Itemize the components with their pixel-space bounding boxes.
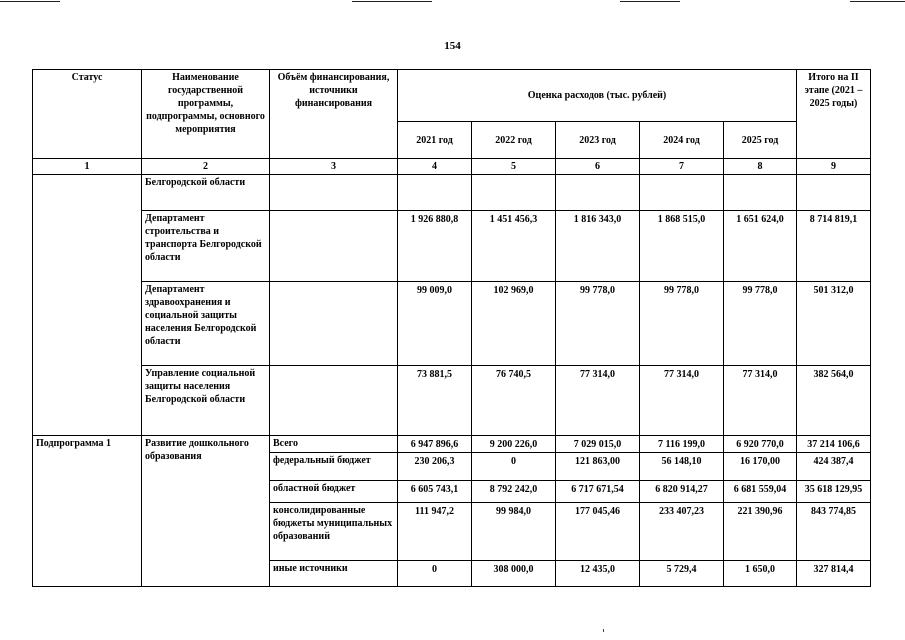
total-cell: 37 214 106,6	[797, 436, 871, 453]
table-row	[33, 436, 871, 453]
header-year: 2025 год	[724, 122, 797, 159]
value-cell	[556, 175, 640, 211]
column-number: 3	[270, 159, 398, 175]
header-status: Статус	[33, 70, 142, 159]
value-cell: 233 407,23	[640, 503, 724, 561]
value-cell: 177 045,46	[556, 503, 640, 561]
column-number-row	[33, 159, 871, 175]
value-cell: 73 881,5	[398, 366, 472, 436]
header-volume: Объём финансирования, источники финансирования	[270, 70, 398, 159]
table-row	[33, 366, 871, 436]
value-cell: 6 681 559,04	[724, 481, 797, 503]
value-cell: 9 200 226,0	[472, 436, 556, 453]
source-cell: Всего	[270, 436, 398, 453]
value-cell: 99 778,0	[556, 282, 640, 366]
value-cell: 77 314,0	[556, 366, 640, 436]
column-number: 1	[33, 159, 142, 175]
value-cell: 1 650,0	[724, 561, 797, 587]
value-cell: 99 984,0	[472, 503, 556, 561]
source-cell	[270, 282, 398, 366]
value-cell: 1 816 343,0	[556, 211, 640, 282]
column-number: 8	[724, 159, 797, 175]
value-cell: 56 148,10	[640, 453, 724, 481]
value-cell: 1 868 515,0	[640, 211, 724, 282]
value-cell: 1 926 880,8	[398, 211, 472, 282]
scan-edge-mark	[352, 1, 432, 2]
value-cell: 0	[398, 561, 472, 587]
source-cell	[270, 211, 398, 282]
header-year: 2023 год	[556, 122, 640, 159]
source-cell	[270, 175, 398, 211]
value-cell: 6 605 743,1	[398, 481, 472, 503]
total-cell: 327 814,4	[797, 561, 871, 587]
column-number: 4	[398, 159, 472, 175]
program-name-cell: Управление социальной защиты населения Белгородской области	[142, 366, 270, 436]
total-cell	[797, 175, 871, 211]
program-name-cell: Департамент здравоохранения и социальной защиты населения Белгородской области	[142, 282, 270, 366]
source-cell: иные источники	[270, 561, 398, 587]
value-cell: 99 778,0	[640, 282, 724, 366]
value-cell: 16 170,00	[724, 453, 797, 481]
column-number: 6	[556, 159, 640, 175]
source-cell: федеральный бюджет	[270, 453, 398, 481]
source-cell: областной бюджет	[270, 481, 398, 503]
scan-speck	[603, 629, 604, 632]
header-year: 2021 год	[398, 122, 472, 159]
scan-edge-mark	[620, 1, 680, 2]
value-cell: 102 969,0	[472, 282, 556, 366]
value-cell: 99 778,0	[724, 282, 797, 366]
total-cell: 382 564,0	[797, 366, 871, 436]
value-cell: 7 116 199,0	[640, 436, 724, 453]
value-cell	[472, 175, 556, 211]
total-cell: 501 312,0	[797, 282, 871, 366]
value-cell: 221 390,96	[724, 503, 797, 561]
value-cell: 77 314,0	[724, 366, 797, 436]
total-cell: 35 618 129,95	[797, 481, 871, 503]
scan-edge-mark	[0, 1, 60, 2]
value-cell: 8 792 242,0	[472, 481, 556, 503]
value-cell: 7 029 015,0	[556, 436, 640, 453]
table-row	[33, 175, 871, 211]
budget-table	[32, 69, 871, 587]
program-name-cell: Белгородской области	[142, 175, 270, 211]
value-cell: 76 740,5	[472, 366, 556, 436]
header-year: 2024 год	[640, 122, 724, 159]
page-number: 154	[444, 40, 461, 52]
value-cell: 1 451 456,3	[472, 211, 556, 282]
total-cell: 424 387,4	[797, 453, 871, 481]
table-row	[33, 211, 871, 282]
value-cell	[724, 175, 797, 211]
value-cell: 308 000,0	[472, 561, 556, 587]
value-cell: 5 729,4	[640, 561, 724, 587]
source-cell	[270, 366, 398, 436]
value-cell: 77 314,0	[640, 366, 724, 436]
value-cell: 0	[472, 453, 556, 481]
header-estimate: Оценка расходов (тыс. рублей)	[398, 70, 797, 122]
column-number: 9	[797, 159, 871, 175]
value-cell	[640, 175, 724, 211]
scan-edge-mark	[850, 1, 905, 2]
value-cell: 111 947,2	[398, 503, 472, 561]
program-name-cell: Департамент строительства и транспорта Белгородской области	[142, 211, 270, 282]
value-cell: 6 920 770,0	[724, 436, 797, 453]
column-number: 2	[142, 159, 270, 175]
column-number: 7	[640, 159, 724, 175]
subprogram-name-cell: Развитие дошкольного образования	[142, 436, 270, 587]
column-number: 5	[472, 159, 556, 175]
header-name: Наименование государственной программы, подпрограммы, основного мероприятия	[142, 70, 270, 159]
value-cell: 230 206,3	[398, 453, 472, 481]
status-cell	[33, 175, 142, 436]
source-cell: консолидированные бюджеты муниципальных образований	[270, 503, 398, 561]
value-cell: 12 435,0	[556, 561, 640, 587]
value-cell: 6 717 671,54	[556, 481, 640, 503]
value-cell: 6 947 896,6	[398, 436, 472, 453]
total-cell: 8 714 819,1	[797, 211, 871, 282]
value-cell: 1 651 624,0	[724, 211, 797, 282]
value-cell: 121 863,00	[556, 453, 640, 481]
table-row	[33, 282, 871, 366]
value-cell: 6 820 914,27	[640, 481, 724, 503]
header-total: Итого на II этапе (2021 – 2025 годы)	[797, 70, 871, 159]
value-cell: 99 009,0	[398, 282, 472, 366]
subprogram-status-cell: Подпрограмма 1	[33, 436, 142, 587]
value-cell	[398, 175, 472, 211]
total-cell: 843 774,85	[797, 503, 871, 561]
header-year: 2022 год	[472, 122, 556, 159]
